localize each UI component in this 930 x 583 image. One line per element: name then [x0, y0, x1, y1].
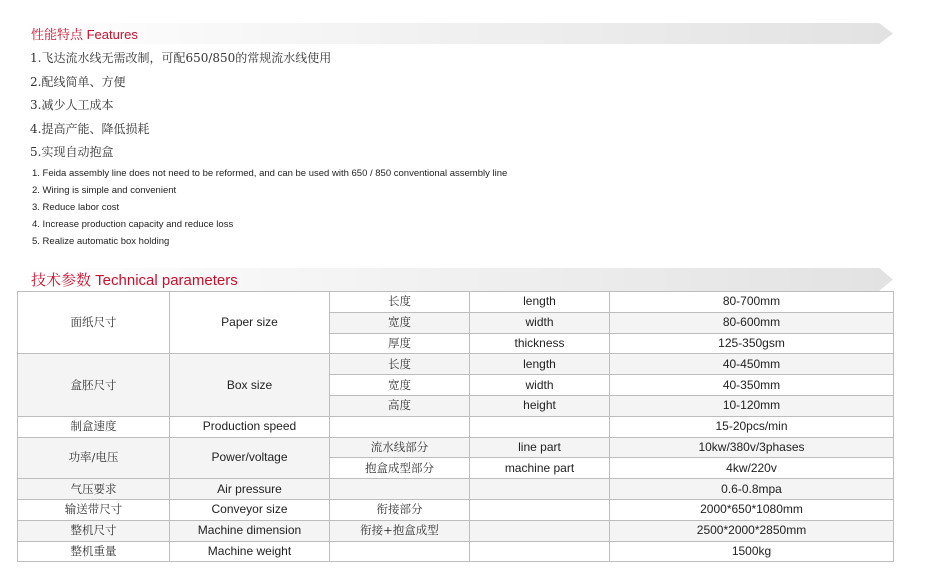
sub-cn: 长度 [330, 354, 470, 375]
feature-cn-item: 4.提高产能、降低损耗 [30, 121, 150, 136]
param-value: 4kw/220v [610, 458, 894, 479]
empty-cell [470, 520, 610, 541]
sub-en: length [470, 354, 610, 375]
param-value: 125-350gsm [610, 333, 894, 354]
sub-en: thickness [470, 333, 610, 354]
empty-cell [470, 479, 610, 500]
param-en: Machine weight [170, 541, 330, 562]
feature-cn-item: 5.实现自动抱盒 [30, 145, 114, 159]
sub-en: length [470, 292, 610, 313]
empty-cell [470, 416, 610, 437]
feature-en-item: 4. Increase production capacity and reduce loss [32, 219, 234, 230]
param-cn: 输送带尺寸 [18, 499, 170, 520]
sub-en: width [470, 375, 610, 396]
param-en: Paper size [170, 292, 330, 354]
param-value: 40-450mm [610, 354, 894, 375]
table-row [18, 354, 894, 375]
sub-en: machine part [470, 458, 610, 479]
param-cn: 面纸尺寸 [18, 292, 170, 354]
sub-en: line part [470, 437, 610, 458]
param-value: 2000*650*1080mm [610, 499, 894, 520]
param-value: 40-350mm [610, 375, 894, 396]
feature-cn-item: 1.飞达流水线无需改制，可配650/850的常规流水线使用 [30, 51, 332, 65]
sub-cn: 宽度 [330, 375, 470, 396]
features-en-list [32, 165, 507, 250]
param-cn: 制盒速度 [18, 416, 170, 437]
feature-en-item: 5. Realize automatic box holding [32, 236, 170, 247]
param-value: 0.6-0.8mpa [610, 479, 894, 500]
sub-cn: 抱盒成型部分 [330, 458, 470, 479]
tech-title: 技术参数 Technical parameters [31, 272, 238, 289]
sub-en: height [470, 395, 610, 416]
param-en: Conveyor size [170, 499, 330, 520]
sub-cn: 宽度 [330, 312, 470, 333]
param-en: Power/voltage [170, 437, 330, 479]
param-en: Machine dimension [170, 520, 330, 541]
param-en: Air pressure [170, 479, 330, 500]
param-cn: 功率/电压 [18, 437, 170, 479]
features-cn-list [30, 47, 331, 165]
table-row [18, 479, 894, 500]
table-row [18, 499, 894, 520]
param-en: Box size [170, 354, 330, 416]
sub-cn: 衔接+抱盒成型 [330, 520, 470, 541]
empty-cell [330, 541, 470, 562]
parameters-table [17, 291, 894, 562]
param-value: 10-120mm [610, 395, 894, 416]
features-header [17, 23, 893, 44]
param-cn: 气压要求 [18, 479, 170, 500]
table-row [18, 437, 894, 458]
feature-cn-item: 2.配线简单、方便 [30, 74, 126, 89]
tech-header [17, 268, 893, 291]
feature-cn-item: 3.减少人工成本 [30, 98, 114, 112]
feature-en-item: 3. Reduce labor cost [32, 202, 120, 213]
empty-cell [470, 541, 610, 562]
param-cn: 盒胚尺寸 [18, 354, 170, 416]
sub-en: width [470, 312, 610, 333]
param-value: 15-20pcs/min [610, 416, 894, 437]
table-row [18, 520, 894, 541]
sub-cn: 高度 [330, 395, 470, 416]
param-cn: 整机重量 [18, 541, 170, 562]
param-value: 1500kg [610, 541, 894, 562]
table-row [18, 292, 894, 313]
table-row [18, 416, 894, 437]
empty-cell [330, 479, 470, 500]
features-title: 性能特点 Features [31, 27, 138, 42]
sub-cn: 厚度 [330, 333, 470, 354]
param-en: Production speed [170, 416, 330, 437]
param-value: 80-700mm [610, 292, 894, 313]
param-value: 2500*2000*2850mm [610, 520, 894, 541]
empty-cell [470, 499, 610, 520]
sub-cn: 衔接部分 [330, 499, 470, 520]
empty-cell [330, 416, 470, 437]
param-cn: 整机尺寸 [18, 520, 170, 541]
param-value: 80-600mm [610, 312, 894, 333]
table-row [18, 541, 894, 562]
sub-cn: 流水线部分 [330, 437, 470, 458]
param-value: 10kw/380v/3phases [610, 437, 894, 458]
header-bar [17, 23, 893, 44]
sub-cn: 长度 [330, 292, 470, 313]
feature-en-item: 1. Feida assembly line does not need to be reformed, and can be used with 650 / 850 conventional assembly line [32, 168, 508, 179]
feature-en-item: 2. Wiring is simple and convenient [32, 185, 177, 196]
